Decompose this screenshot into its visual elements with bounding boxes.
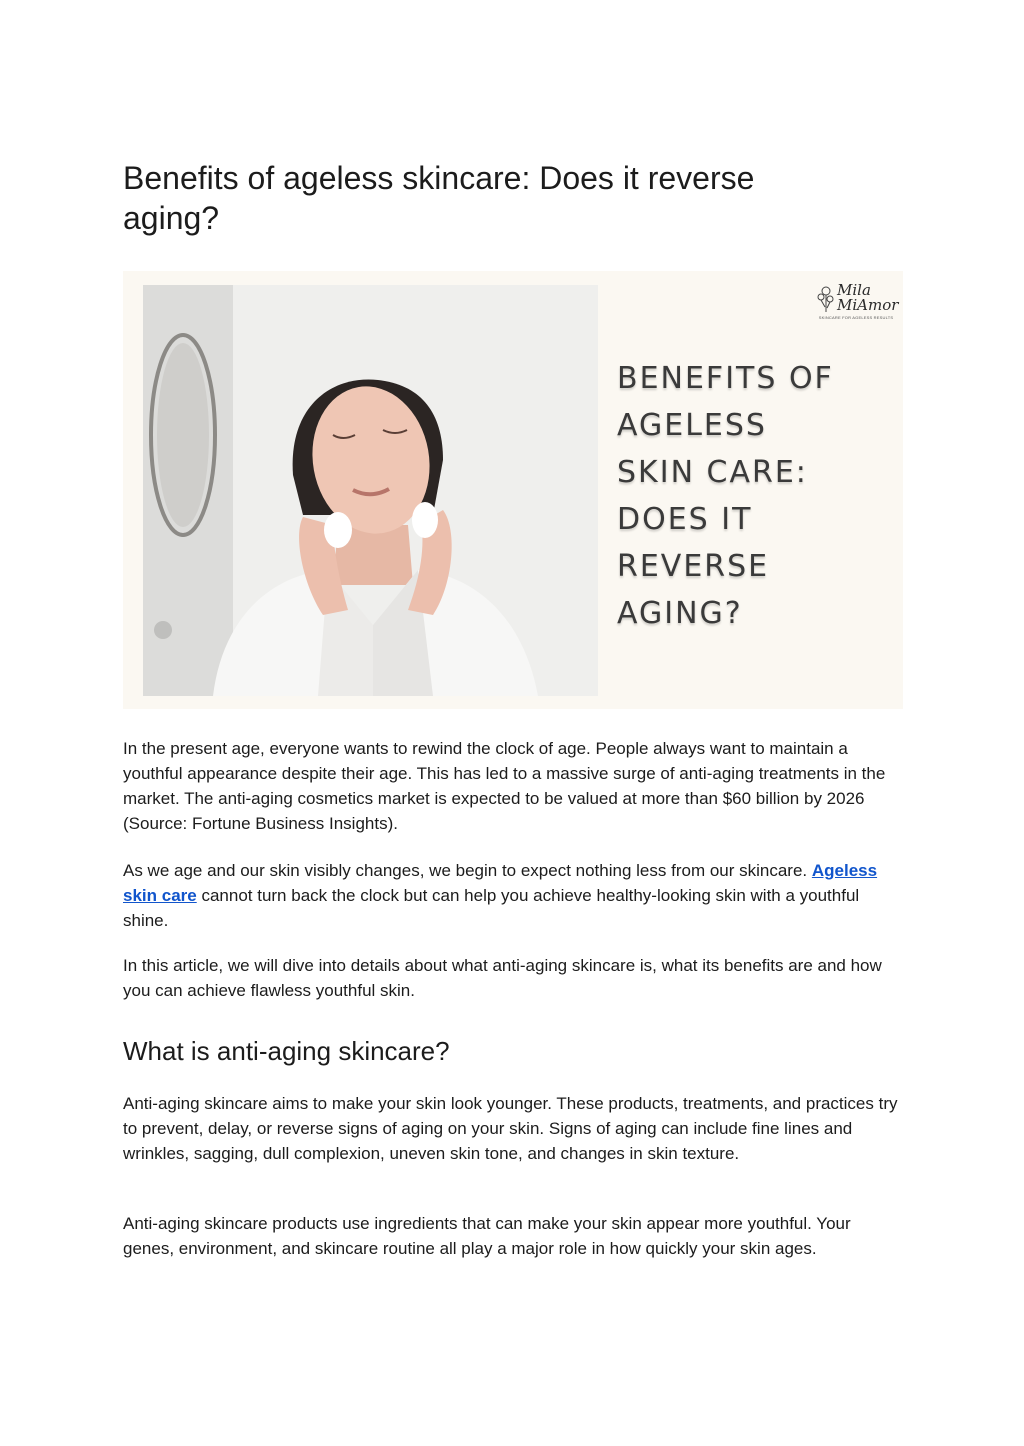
section-heading: What is anti-aging skincare? bbox=[123, 1036, 450, 1066]
ageless-skin-care-link[interactable]: Ageless skin care bbox=[123, 861, 878, 905]
article-scope-paragraph: In this article, we will dive into details about what anti-aging skincare is, what its benefits are and how you can achieve flawless youthful skin. bbox=[123, 956, 882, 1000]
brand-logo bbox=[815, 281, 899, 323]
ageless-paragraph bbox=[123, 858, 903, 933]
logo-name-line2: MiAmor bbox=[837, 296, 899, 314]
banner-heading-line: AGING? bbox=[617, 596, 743, 631]
logo-name-line1: Mila bbox=[837, 281, 871, 299]
banner-heading-line: AGELESS bbox=[617, 408, 767, 443]
photo-illustration bbox=[143, 285, 598, 696]
woman-skincare-photo bbox=[143, 285, 598, 696]
section-paragraph-1: Anti-aging skincare aims to make your skin look younger. These products, treatments, and practices try to prevent, delay, or reverse signs of aging on your skin. Signs of aging can include fine lines and wrinkles, sagging, dull complexion, uneven skin tone, and changes in skin texture. bbox=[123, 1094, 898, 1163]
banner-heading-line: SKIN CARE: bbox=[617, 455, 808, 490]
logo-tagline: SKINCARE FOR AGELESS RESULTS bbox=[818, 315, 894, 320]
hero-banner bbox=[123, 271, 903, 709]
banner-heading-line: BENEFITS OF bbox=[617, 361, 834, 396]
banner-heading-line: REVERSE bbox=[617, 549, 770, 584]
banner-heading-line: DOES IT bbox=[617, 502, 753, 537]
flower-icon bbox=[815, 283, 837, 313]
section-paragraph-2: Anti-aging skincare products use ingredients that can make your skin appear more youthful. Your genes, environment, and skincare routine all play a major role in how quickly your skin ages. bbox=[123, 1214, 851, 1258]
article-title: Benefits of ageless skincare: Does it reverse aging? bbox=[123, 160, 755, 236]
intro-paragraph: In the present age, everyone wants to rewind the clock of age. People always want to maintain a youthful appearance despite their age. This has led to a massive surge of anti-aging treatments in the market. The anti-aging cosmetics market is expected to be valued at more than $60 billion by 2026 (Source: Fortune Business Insights). bbox=[123, 739, 886, 833]
ageless-paragraph-text-before: As we age and our skin visibly changes, we begin to expect nothing less from our skincare. bbox=[123, 861, 812, 880]
logo-wordmark bbox=[837, 283, 898, 313]
banner-heading bbox=[617, 355, 877, 637]
ageless-paragraph-text-after: cannot turn back the clock but can help you achieve healthy-looking skin with a youthful shine. bbox=[123, 886, 860, 930]
